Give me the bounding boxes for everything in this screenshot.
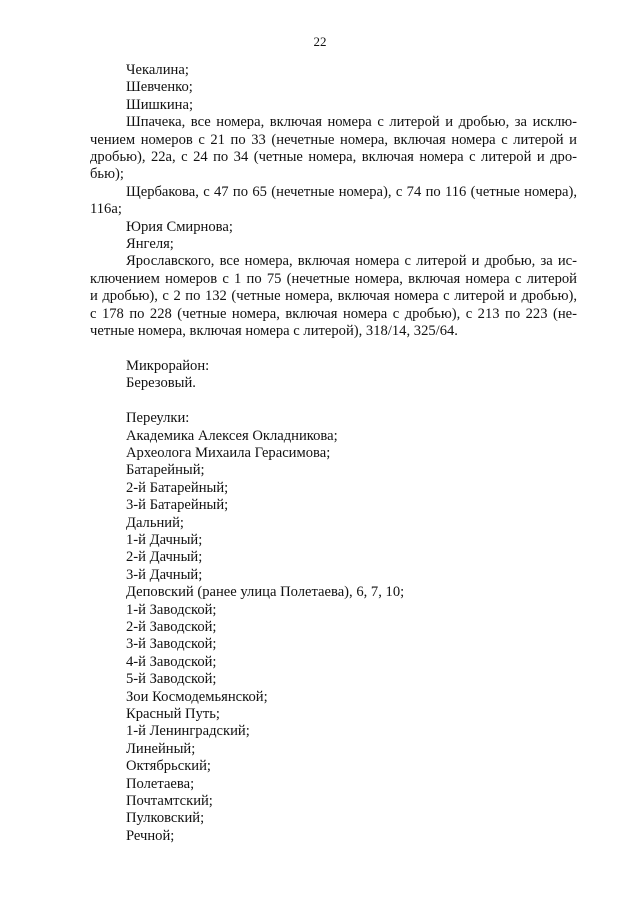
lane-item: Красный Путь;	[126, 706, 220, 722]
document-body	[90, 62, 577, 845]
lane-item: 1-й Дачный;	[126, 531, 203, 548]
street-entry-line: с 178 по 228 (четные номера, включая номера с дробью), с 213 по 223 (не-	[90, 305, 577, 322]
page-number: 22	[313, 34, 327, 49]
lane-item: Археолога Михаила Герасимова;	[126, 444, 331, 461]
lane-item: Дальний;	[126, 514, 184, 531]
lane-item: 3-й Заводской;	[126, 636, 217, 653]
street-entry-line: и дробью), с 2 по 132 (четные номера, включая номера с литерой и дробью),	[90, 288, 577, 305]
lane-item: Полетаева;	[126, 775, 195, 792]
lane-item: Речной;	[126, 827, 175, 844]
lane-item: 1-й Ленинградский;	[126, 723, 250, 740]
lane-item: Батарейный;	[126, 462, 205, 479]
microdistrict-name: Березовый.	[126, 375, 196, 392]
street-entry: Янгеля;	[126, 236, 174, 253]
spacer	[90, 393, 577, 410]
street-entry: Чекалина;	[126, 62, 189, 78]
lane-item: Зои Космодемьянской;	[126, 688, 268, 705]
lane-item: 3-й Дачный;	[126, 566, 203, 583]
street-entry-line: 116а;	[90, 201, 122, 218]
street-entry-line: чением номеров с 21 по 33 (нечетные номера, включая номера с литерой и	[90, 131, 577, 148]
street-entry-line: дробью), 22а, с 24 по 34 (четные номера, включая номера с литерой и дро-	[90, 149, 577, 166]
lanes-list	[90, 428, 577, 846]
lane-item: Академика Алексея Окладникова;	[126, 427, 338, 444]
spacer	[90, 341, 577, 358]
street-entry: Юрия Смирнова;	[126, 218, 233, 235]
lane-item: 1-й Заводской;	[126, 601, 217, 618]
lanes-heading: Переулки:	[126, 410, 190, 427]
lane-item: Октябрьский;	[126, 758, 211, 775]
street-entry-line: бью);	[90, 166, 124, 183]
lane-item: Почтамтский;	[126, 793, 213, 810]
lane-item: Деповский (ранее улица Полетаева), 6, 7, 10;	[126, 584, 405, 601]
street-entry-line: четные номера, включая номера с литерой), 318/14, 325/64.	[90, 323, 458, 340]
street-entry: Шишкина;	[126, 96, 194, 113]
lane-item: 3-й Батарейный;	[126, 497, 229, 514]
street-entry-line: Ярославского, все номера, включая номера с литерой и дробью, за ис-	[126, 253, 577, 270]
lane-item: 2-й Батарейный;	[126, 479, 229, 496]
lane-item: 5-й Заводской;	[126, 671, 217, 688]
street-entry: Шевченко;	[126, 79, 193, 96]
microdistrict-heading: Микрорайон:	[126, 357, 210, 374]
lane-item: Пулковский;	[126, 810, 205, 827]
lane-item: 4-й Заводской;	[126, 653, 217, 670]
street-entry-line: ключением номеров с 1 по 75 (нечетные номера, включая номера с литерой	[90, 270, 577, 287]
lane-item: Линейный;	[126, 740, 196, 757]
street-entry-line: Шпачека, все номера, включая номера с литерой и дробью, за исклю-	[126, 114, 577, 131]
lane-item: 2-й Дачный;	[126, 549, 203, 566]
lane-item: 2-й Заводской;	[126, 618, 217, 635]
street-entry-line: Щербакова, с 47 по 65 (нечетные номера), с 74 по 116 (четные номера),	[126, 183, 577, 200]
